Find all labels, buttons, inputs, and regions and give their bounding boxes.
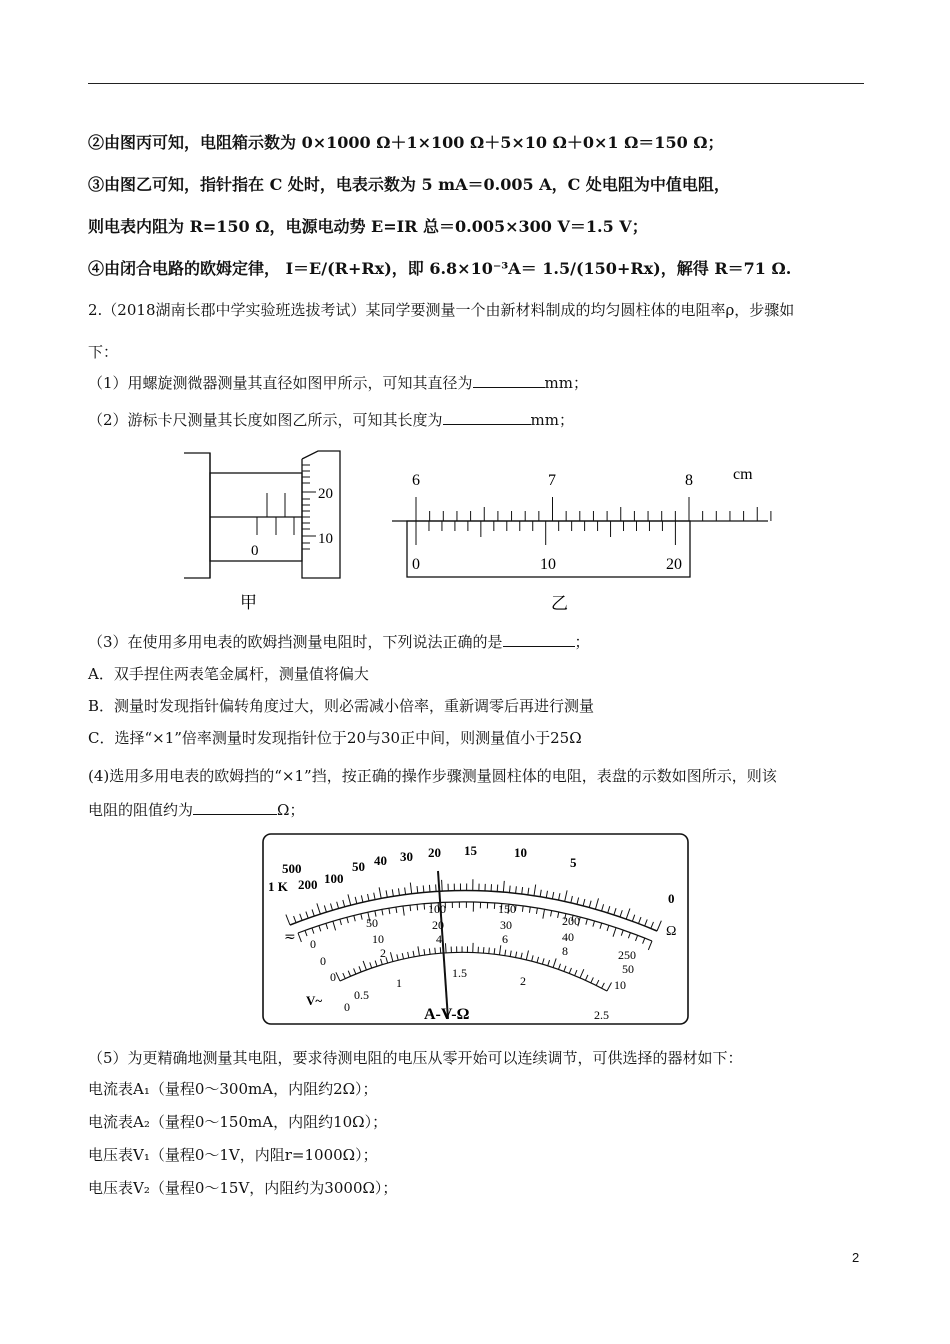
q3-answer-blank[interactable] — [503, 632, 575, 647]
dc-c-label-6: 6 — [502, 932, 508, 946]
q3-end: ； — [574, 633, 590, 651]
micrometer-frame — [184, 453, 210, 578]
solution-step-4: ④由闭合电路的欧姆定律， I＝E/(R+Rx)，即 6.8×10⁻³A＝ 1.5/(150+Rx)，解得 R＝71 Ω. — [88, 259, 792, 278]
ohm-label-30: 30 — [400, 849, 413, 864]
ohm-label-0: 0 — [668, 891, 675, 906]
ac-label-0: 0 — [344, 1000, 350, 1014]
caliper-main-label-8: 8 — [685, 472, 693, 489]
ac-label-1: 1 — [396, 976, 402, 990]
micrometer-thimble — [302, 451, 340, 578]
ohm-scale-tick — [423, 885, 424, 892]
caliper-vernier-label-10: 10 — [540, 556, 556, 573]
question-intro-cont: 下： — [88, 343, 119, 361]
dial-bottom-label: A-V-Ω — [424, 1006, 470, 1023]
dc-b-label-50: 50 — [622, 962, 634, 976]
question-intro: 2.（2018湖南长郡中学实验班选拔考试）某同学要测量一个由新材料制成的均匀圆柱体的电阻率ρ，步骤如 — [88, 301, 795, 319]
ac-scale-tick — [494, 948, 495, 954]
ohm-label-1k: 1 K — [268, 879, 288, 894]
caliper-vernier-label-20: 20 — [666, 556, 682, 573]
question-part-5: （5）为更精确地测量其电阻，要求待测电阻的电压从零开始可以连续调节，可供选择的器材如下： — [88, 1049, 743, 1067]
caliper-unit: cm — [733, 466, 753, 483]
dc-mark: ≂ — [284, 930, 296, 945]
option-c: C．选择“×1”倍率测量时发现指针位于20与30正中间，则测量值小于25Ω — [88, 729, 582, 747]
dc-c-label-4: 4 — [436, 932, 442, 946]
dc-b-label-10: 10 — [372, 932, 384, 946]
dc-scale-tick — [410, 905, 411, 911]
ac-mark: V~ — [306, 993, 323, 1008]
dc-c-label-8: 8 — [562, 944, 568, 958]
question-part-4-cont — [88, 800, 304, 820]
caliper-main-scale-ticks — [416, 497, 771, 521]
multimeter-dial-figure — [262, 833, 690, 1027]
micrometer-label-10: 10 — [318, 531, 333, 547]
ohm-scale-tick — [429, 885, 430, 892]
equipment-v1: 电压表V₁（量程0～1V，内阻r=1000Ω）； — [88, 1146, 378, 1164]
ohm-label-20: 20 — [428, 845, 441, 860]
dc-scale-tick — [424, 904, 425, 910]
ac-label-0.5: 0.5 — [354, 988, 369, 1002]
ohm-label-15: 15 — [464, 843, 477, 858]
dc-b-label-20: 20 — [432, 918, 444, 932]
caliper-vernier-label-0: 0 — [412, 556, 420, 573]
q2-unit: mm； — [530, 411, 574, 429]
option-b: B．测量时发现指针偏转角度过大，则必需减小倍率，重新调零后再进行测量 — [88, 697, 595, 715]
dc-c-label-2: 2 — [380, 946, 386, 960]
micrometer-figure — [178, 445, 348, 615]
q1-unit: mm； — [544, 374, 588, 392]
micrometer-sleeve-ticks — [257, 493, 294, 535]
q4-answer-blank[interactable] — [193, 800, 277, 815]
q2-answer-blank[interactable] — [443, 410, 531, 425]
equipment-a2: 电流表A₂（量程0～150mA，内阻约10Ω）； — [88, 1113, 388, 1131]
dial-frame — [263, 834, 688, 1024]
question-part-1 — [88, 373, 588, 393]
page-number: 2 — [852, 1250, 860, 1265]
question-part-2 — [88, 410, 574, 430]
dc-c-label-0: 0 — [330, 970, 336, 984]
equipment-v2: 电压表V₂（量程0～15V，内阻约为3000Ω）； — [88, 1179, 398, 1197]
equipment-a1: 电流表A₁（量程0～300mA，内阻约2Ω）； — [88, 1080, 378, 1098]
q2-text: （2）游标卡尺测量其长度如图乙所示，可知其长度为 — [88, 411, 443, 429]
header-rule — [88, 83, 864, 84]
ohm-symbol: Ω — [666, 924, 677, 939]
question-part-3 — [88, 632, 590, 652]
dc-label-150: 150 — [498, 902, 516, 916]
ac-label-1.5: 1.5 — [452, 966, 467, 980]
ohm-label-50: 50 — [352, 859, 365, 874]
dc-b-label-0: 0 — [320, 954, 326, 968]
dc-b-label-30: 30 — [500, 918, 512, 932]
ac-scale-tick — [489, 948, 490, 954]
ac-scale-tick — [445, 943, 446, 953]
q3-text: （3）在使用多用电表的欧姆挡测量电阻时，下列说法正确的是 — [88, 633, 503, 651]
caliper-main-label-7: 7 — [548, 472, 556, 489]
caliper-main-label-6: 6 — [412, 472, 420, 489]
q1-answer-blank[interactable] — [473, 373, 545, 388]
caliper-figure — [388, 455, 778, 615]
caliper-caption: 乙 — [551, 594, 568, 613]
ohm-scale-tick — [509, 886, 510, 893]
solution-step-3-cont: 则电表内阻为 R=150 Ω，电源电动势 E=IR 总＝0.005×300 V＝1.5 V； — [88, 217, 648, 236]
dc-label-200: 200 — [562, 914, 580, 928]
ac-scale-tick — [435, 948, 436, 954]
ohm-label-500: 500 — [282, 861, 302, 876]
micrometer-label-0: 0 — [251, 543, 259, 559]
dc-b-label-40: 40 — [562, 930, 574, 944]
micrometer-label-20: 20 — [318, 486, 333, 502]
ac-label-2.5: 2.5 — [594, 1008, 609, 1022]
q4-text: 电阻的阻值约为 — [88, 801, 194, 819]
q4-unit: Ω； — [277, 801, 305, 819]
option-a: A．双手捏住两表笔金属杆，测量值将偏大 — [88, 665, 369, 683]
ohm-label-5: 5 — [570, 855, 577, 870]
question-part-4: (4)选用多用电表的欧姆挡的“×1”挡，按正确的操作步骤测量圆柱体的电阻，表盘的示数如图所示，则该 — [88, 767, 777, 785]
dc-label-100: 100 — [428, 902, 446, 916]
dc-label-50: 50 — [366, 916, 378, 930]
solution-step-2: ②由图丙可知，电阻箱示数为 0×1000 Ω＋1×100 Ω＋5×10 Ω＋0×1 Ω＝150 Ω； — [88, 133, 724, 152]
q1-text: （1）用螺旋测微器测量其直径如图甲所示，可知其直径为 — [88, 374, 473, 392]
dc-scale-tick — [417, 904, 418, 910]
micrometer-thimble-ticks — [302, 465, 316, 549]
ohm-label-10: 10 — [514, 845, 527, 860]
dc-label-250: 250 — [618, 948, 636, 962]
solution-step-3: ③由图乙可知，指针指在 C 处时，电表示数为 5 mA＝0.005 A，C 处电阻为中值电阻， — [88, 175, 730, 194]
ohm-label-40: 40 — [374, 853, 387, 868]
caliper-vernier-ticks — [416, 521, 675, 545]
ohm-label-200: 200 — [298, 877, 318, 892]
ohm-label-100: 100 — [324, 871, 344, 886]
ohm-scale-tick — [442, 880, 443, 891]
dc-label-0: 0 — [310, 937, 316, 951]
dc-c-label-10: 10 — [614, 978, 626, 992]
ac-label-2: 2 — [520, 974, 526, 988]
micrometer-caption: 甲 — [240, 593, 257, 612]
